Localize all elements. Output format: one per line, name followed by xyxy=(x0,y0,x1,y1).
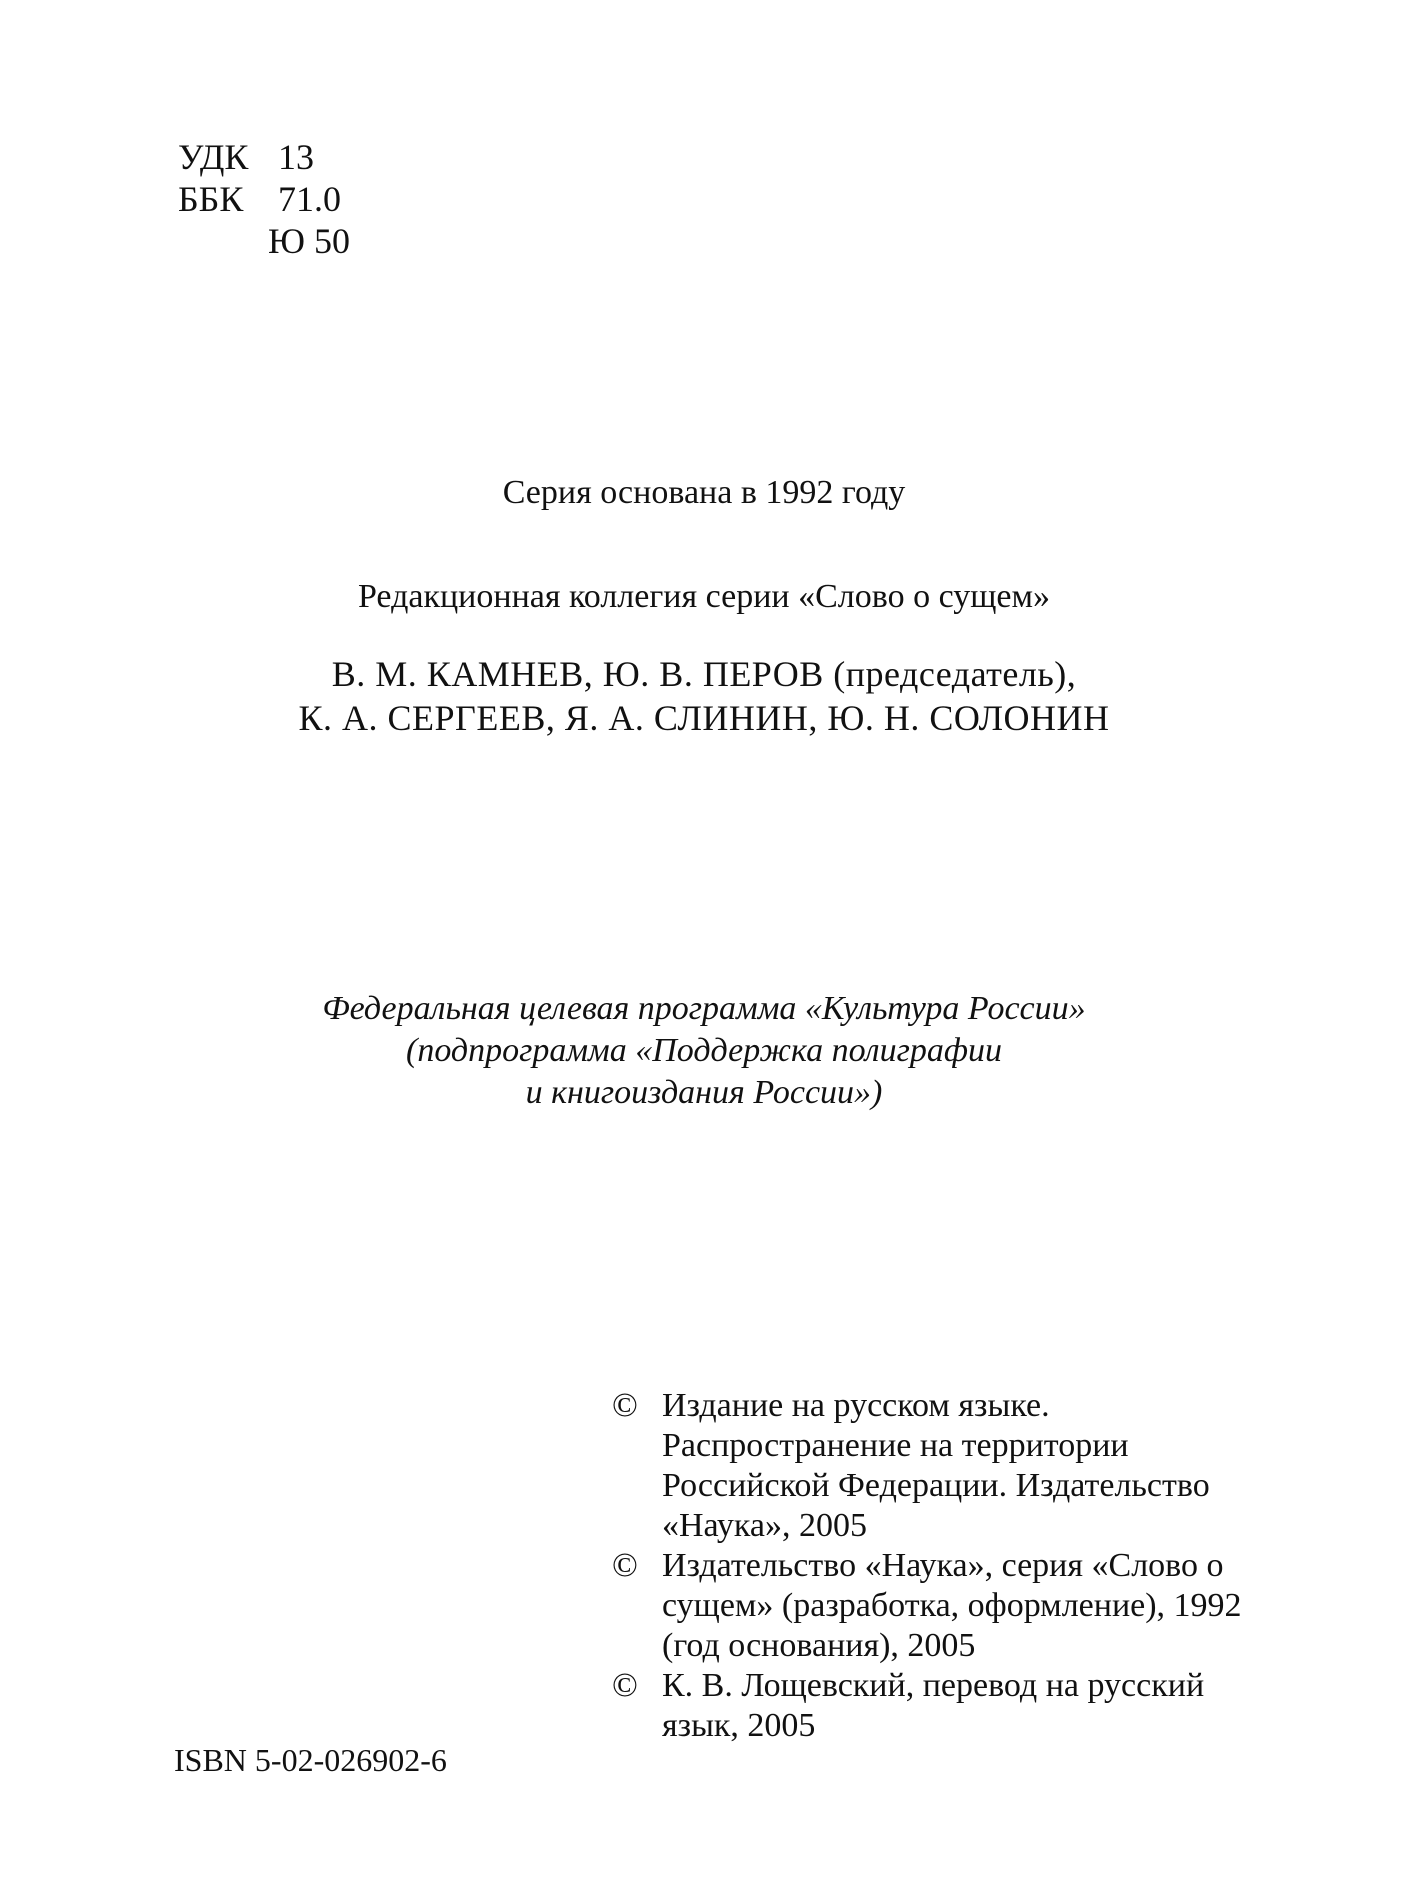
udk-row xyxy=(178,136,350,178)
bbk-value: 71.0 xyxy=(278,179,341,219)
copyright-notice xyxy=(612,1386,1252,1546)
series-founded: Серия основана в 1992 году xyxy=(502,474,906,511)
copyright-icon: © xyxy=(612,1387,638,1424)
copyright-text: Издание на русском языке. Распространение на территории Российской Федерации. Издательство «Наука», 2005 xyxy=(662,1387,1210,1544)
author-mark: Ю 50 xyxy=(268,221,351,261)
federal-program xyxy=(0,988,1408,1114)
program-line-2: (подпрограмма «Поддержка полиграфии xyxy=(406,1032,1002,1069)
board-members-line-2: К. А. СЕРГЕЕВ, Я. А. СЛИНИН, Ю. Н. СОЛОНИН xyxy=(298,698,1110,738)
author-mark-row xyxy=(178,220,350,262)
isbn: ISBN 5-02-026902-6 xyxy=(174,1742,447,1778)
series-board-title: Редакционная коллегия серии «Слово о сущем» xyxy=(357,578,1051,615)
board-members-line-1: В. М. КАМНЕВ, Ю. В. ПЕРОВ (председатель), xyxy=(331,654,1077,694)
program-line-1: Федеральная целевая программа «Культура России» xyxy=(322,990,1086,1027)
bbk-label: ББК xyxy=(178,179,244,219)
copyright-notices xyxy=(612,1386,1252,1746)
copyright-notice xyxy=(612,1546,1252,1666)
bbk-row xyxy=(178,178,350,220)
program-line-3: и книгоиздания России») xyxy=(525,1074,883,1111)
copyright-notice xyxy=(612,1666,1252,1746)
copyright-text: Издательство «Наука», серия «Слово о сущем» (разработка, оформление), 1992 (год основания), 2005 xyxy=(662,1547,1242,1664)
copyright-icon: © xyxy=(612,1547,638,1584)
udk-label: УДК xyxy=(178,137,249,177)
copyright-icon: © xyxy=(612,1667,638,1704)
udk-value: 13 xyxy=(278,137,314,177)
board-members xyxy=(0,652,1408,740)
classification-block xyxy=(178,136,350,262)
copyright-text: К. В. Лощевский, перевод на русский язык, 2005 xyxy=(662,1667,1205,1744)
